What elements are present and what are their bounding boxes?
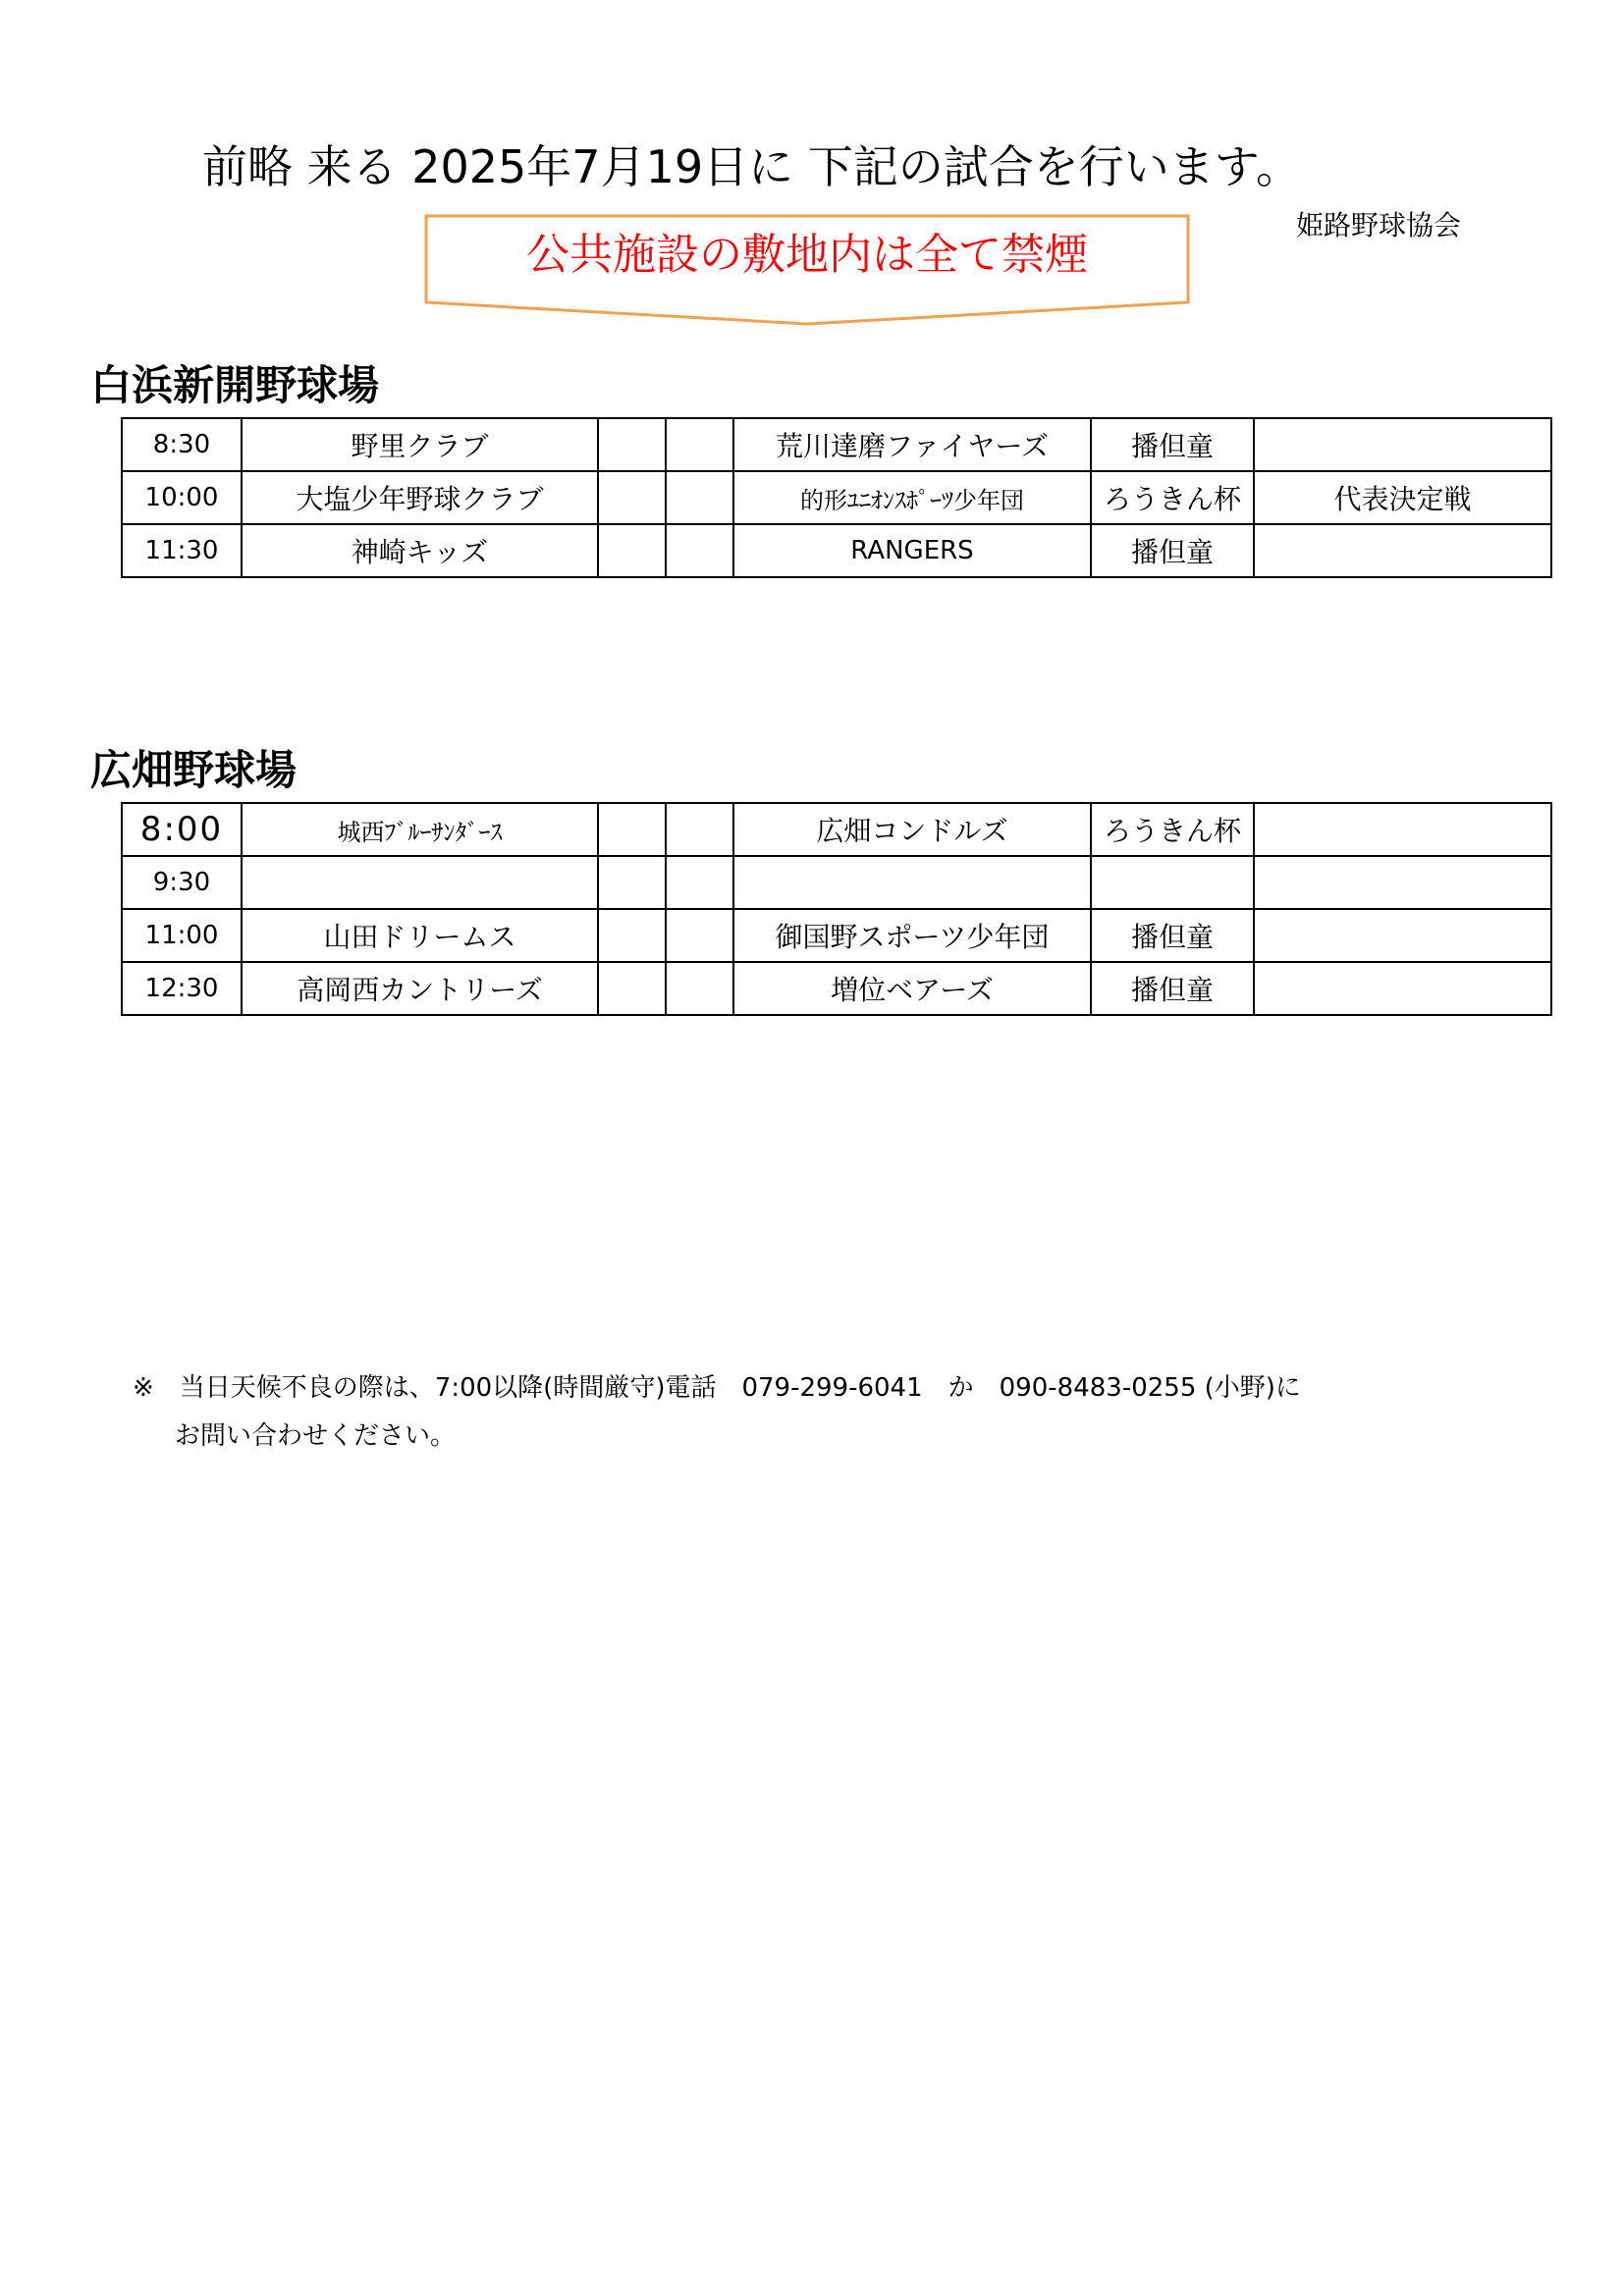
score-b — [666, 418, 733, 471]
team-a — [242, 856, 598, 909]
match-time: 8:00 — [122, 803, 242, 856]
table-row — [122, 418, 1551, 471]
score-a — [598, 962, 666, 1015]
score-a — [598, 856, 666, 909]
table-row — [122, 471, 1551, 524]
team-b: 的形ﾕﾆｵﾝｽﾎﾟｰﾂ少年団 — [733, 471, 1091, 524]
score-b — [666, 856, 733, 909]
team-a: 城西ﾌﾞﾙｰｻﾝﾀﾞｰｽ — [242, 803, 598, 856]
score-a — [598, 524, 666, 577]
tournament: ろうきん杯 — [1091, 803, 1254, 856]
venue-title-shirahama: 白浜新開野球場 — [90, 361, 380, 409]
team-b: RANGERS — [733, 524, 1091, 577]
tournament: ろうきん杯 — [1091, 471, 1254, 524]
score-b — [666, 471, 733, 524]
team-a: 高岡西カントリーズ — [242, 962, 598, 1015]
team-b: 荒川達磨ファイヤーズ — [733, 418, 1091, 471]
tournament: 播但童 — [1091, 418, 1254, 471]
match-time: 8:30 — [122, 418, 242, 471]
match-time: 10:00 — [122, 471, 242, 524]
match-note — [1254, 962, 1551, 1015]
score-b — [666, 803, 733, 856]
score-a — [598, 471, 666, 524]
match-note: 代表決定戦 — [1254, 471, 1551, 524]
venue-title-hirohata: 広畑野球場 — [90, 746, 298, 794]
match-time: 11:00 — [122, 909, 242, 962]
match-note — [1254, 909, 1551, 962]
match-time: 9:30 — [122, 856, 242, 909]
tournament: 播但童 — [1091, 909, 1254, 962]
banner-text: 公共施設の敷地内は全て禁煙 — [526, 230, 1088, 280]
table-row — [122, 524, 1551, 577]
score-b — [666, 524, 733, 577]
score-a — [598, 803, 666, 856]
schedule-table-hirohata — [121, 802, 1552, 1016]
score-b — [666, 909, 733, 962]
team-b: 増位ベアーズ — [733, 962, 1091, 1015]
team-b: 御国野スポーツ少年団 — [733, 909, 1091, 962]
tournament — [1091, 856, 1254, 909]
table-row — [122, 856, 1551, 909]
inquiry-note: お問い合わせください。 — [175, 1421, 457, 1451]
team-a: 大塩少年野球クラブ — [242, 471, 598, 524]
weather-contact-note: ※ 当日天候不良の際は、7:00以降(時間厳守)電話 079-299-6041 か 090-8483-0255 (小野)に — [133, 1373, 1301, 1403]
score-b — [666, 962, 733, 1015]
match-time: 11:30 — [122, 524, 242, 577]
match-note — [1254, 524, 1551, 577]
no-smoking-banner — [424, 214, 1190, 328]
team-b: 広畑コンドルズ — [733, 803, 1091, 856]
schedule-table-shirahama — [121, 417, 1552, 578]
page-headline: 前略 来る 2025年7月19日に 下記の試合を行います。 — [202, 140, 1302, 193]
score-a — [598, 418, 666, 471]
match-note — [1254, 803, 1551, 856]
organization-name: 姫路野球協会 — [1296, 209, 1462, 241]
score-a — [598, 909, 666, 962]
team-a: 山田ドリームス — [242, 909, 598, 962]
team-a: 神崎キッズ — [242, 524, 598, 577]
match-note — [1254, 856, 1551, 909]
tournament: 播但童 — [1091, 524, 1254, 577]
tournament: 播但童 — [1091, 962, 1254, 1015]
table-row — [122, 909, 1551, 962]
team-b — [733, 856, 1091, 909]
team-a: 野里クラブ — [242, 418, 598, 471]
match-note — [1254, 418, 1551, 471]
table-row — [122, 803, 1551, 856]
match-time: 12:30 — [122, 962, 242, 1015]
table-row — [122, 962, 1551, 1015]
